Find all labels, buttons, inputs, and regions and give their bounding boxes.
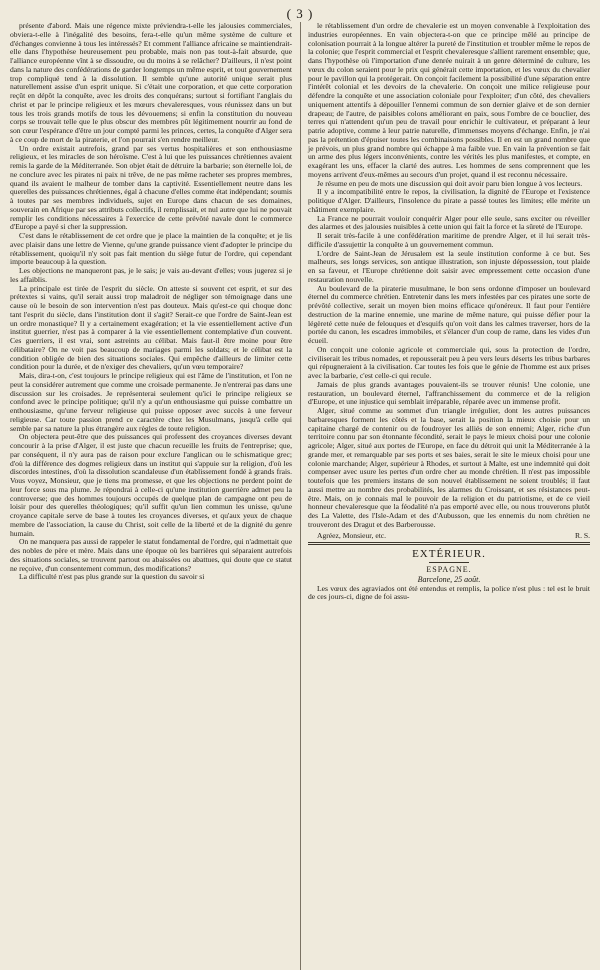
dateline: Barcelone, 25 août.: [417, 574, 481, 584]
news-paragraph: Les vœux des agraviados ont été entendus et remplis, la police n'est plus : tel est le bruit de ces jours-ci, digne de foi assu-: [308, 583, 590, 602]
left-paragraph-4: Les objections ne manqueront pas, je le sais; je vais au-devant d'elles; vous jugerez si je les affaiblis.: [10, 266, 292, 284]
right-paragraph-4: La France ne pourrait vouloir conquérir Alger pour elle seule, sans exciter ou réveiller des alarmes et des jalousies nuisibles à cette union qui fait la force et la sûreté de l'Europe.: [308, 213, 590, 232]
left-paragraph-8: On ne manquera pas aussi de rappeler le statut fondamental de l'ordre, qui n'admettait que des nobles de père et mère. Mais dans une époque où les barrières qui séparaient autrefois des situations sociales, se trouvent partout ou abaissées ou abattues, qui doute que ce statut ne reçoive, d'un consentement commun, des modifications?: [10, 537, 292, 573]
left-paragraph-5: La principale est tirée de l'esprit du siècle. On atteste si souvent cet esprit, et sur des prétextes si vains, qu'il serait aussi trop maladroit de négliger son témoignage dans une cause où le besoin de son intervention n'est pas douteux. Mais qu'est-ce qui choque donc tant l'esprit du siècle, dans l'institution dont il s'agit? Serait-ce que l'ordre de Saint-Jean est un ordre monastique? Il y a certainement exagération; et la vie essentiellement active d'un institut guerrier, n'est pas à comparer à la vie essentiellement contemplative d'un couvent. Ces guerriers, il est vrai, sont astreints au célibat. Mais faut-il être moine pour être célibataire? On ne voit pas beaucoup de mariages parmi les soldats; et le célibat est la condition obligée de bien des situations sociales. Qui empêche d'ailleurs de limiter cette condition pour la durée, et de n'exiger des chevaliers, qu'un vœu temporaire?: [10, 283, 292, 372]
left-paragraph-3: C'est dans le rétablissement de cet ordre que je place la maintien de la conquête; et je lis avec plaisir dans une lettre de Vienne, qu'une grande puissance vient d'adopter le principe du rétablissement, quoiqu'il n'y soit pas fait mention du siège futur de l'ordre, qui cependant importe beaucoup à la question.: [10, 231, 292, 267]
title-underline: [429, 562, 469, 563]
right-paragraph-6: L'ordre de Saint-Jean de Jérusalem est la seule institution conforme à ce but. Ses malheurs, ses longs services, son antique illustration, son injuste dépossession, tout plaide en sa faveur, et l'Europe chrétienne doit saisir avec empressement cette occasion d'une restauration nouvelle.: [308, 248, 590, 284]
signature-closing: Agréez, Monsieur, etc.: [317, 530, 387, 540]
right-paragraph-9: Jamais de plus grands avantages pouvaient-ils se trouver réunis! Une colonie, une restauration, un boulevard éternel, l'affranchissement du commerce et de la religion d'Europe, et une injustice qui semblait irréparable, réparée avec un immense profit.: [308, 379, 590, 407]
right-paragraph-7: Au boulevard de la piraterie musulmane, le bon sens ordonne d'imposer un boulevard éternel du commerce chrétien. Entretenir dans les mers infestées par ces pirates une sorte de prévôté collective, serait un moyen bien moins efficace qu'onéreux. Il faut pour l'entière destruction de la marine ennemie, une marine de même nature, qui puisse défier pour la légèreté cette nuée de felouques et d'esquifs qu'on voit dans les calmes traverser, hors de la portée du canon, les escadres immobiles, et s'élancer d'un coup de rame, dans les vides d'un écueil.: [308, 283, 590, 345]
left-paragraph-1: présente d'abord. Mais une régence mixte préviendra-t-elle les jalousies commerciales, obviera-t-elle à l'inégalité des besoins, fera-t-elle qu'un même système de culture et d'échanges convienne à tous les intéressés? Et comment l'alliance africaine se maintiendrait-elle dans l'hypothèse heureusement peu probable, mais non pas tout-à-fait absurde, que l'alliance européenne vînt à se dissoudre, ou du moins à se relâcher? D'ailleurs, il n'est point dans la nature des confédérations de garder longtemps un même esprit, et tout gouvernement trop compliqué tend à la dissolution. Il semble qu'une autorité unique serait plus naturellement assise d'un esprit unique. Si c'était une corporation, et que cette corporation reçût en dépôt la conquête, avec les droits des conquérans; surtout si fortifiant l'anglais du christ et par le principe religieux et les mœurs chevaleresques, vous réunissez dans un but tous les trois grands motifs de tous les dévouemens; si enfin la constitution du nouveau corps se trouvait telle que le plus obscur des membres pût légitimement nourrir au fond de son cœur l'espérance d'être un jour compté parmi les princes, certes, la conquête d'Alger sera à ce coup de mort de la piraterie, et l'on pourrait s'en rendre meilleur.: [10, 22, 292, 144]
section-title: EXTÉRIEUR.: [412, 547, 486, 560]
left-paragraph-7: On objectera peut-être que des puissances qui professent des croyances diverses devant concourir à la prise d'Alger, il est juste que chacun recueille les fruits de l'entreprise; que, par conséquent, il n'y aura pas de raison pour exclure l'anglican ou le schismatique grec; d'où la différence des dogmes religieux dans un institut qui s'appuie sur la religion, d'où les discordes intestines, d'où la dissolution scandaleuse d'un établissement fondé à grands frais. Vous voyez, Monsieur, que je tiens ma promesse, et que les objections ne perdent point de leur force sous ma plume. Je répondrai à celle-ci qu'une institution guerrière admet peu la controverse; que des hommes toujours occupés de quelque plan de campagne ont peu de loisir pour des querelles théologiques; qu'il suffit qu'un lien commun les unisse, qu'une croyance capitale serve de base à toutes les croyances diverses, et qu'aux yeux de chaque membre de l'association, la cause du Christ, soit celle de la liberté et de la dignité du genre humain.: [10, 432, 292, 538]
right-paragraph-3: Il y a incompatibilité entre le repos, la civilisation, la dignité de l'Europe et l'existence politique d'Alger. D'ailleurs, l'insolence du pirate a passé toutes les limites; elle mérite un châtiment exemplaire.: [308, 187, 590, 214]
right-paragraph-2: Je résume en peu de mots une discussion qui doit avoir paru bien longue à vos lecteurs.: [317, 178, 583, 188]
signature-initials: R. S.: [575, 530, 590, 540]
right-column: [300, 22, 590, 970]
right-paragraph-8: On conçoit une colonie agricole et commerciale qui, sous la protection de l'ordre, civiliserait les tribus nomades, et repousserait peu à peu vers leurs déserts les tribus barbares qui répugneraient à la civilisation. Car toutes les fois que le génie de l'homme est aux prises avec la barbarie, c'est celle-ci qui recule.: [308, 344, 590, 380]
right-paragraph-5: Il serait très-facile à une confédération maritime de prendre Alger, et il lui serait très-difficile d'assujettir la conquête à un gouvernement commun.: [308, 231, 590, 249]
country-heading: ESPAGNE.: [426, 564, 472, 574]
left-column: [10, 22, 292, 970]
left-paragraph-9: La difficulté n'est pas plus grande sur la question du savoir si: [19, 572, 205, 582]
left-paragraph-2: Un ordre existait autrefois, grand par ses vertus hospitalières et son enthousiasme religieux, et les miracles de son héroïsme. C'est à lui que les puissances chrétiennes avaient remis la garde de la Méditerranée. Son objet était de détruire la barbarie; son éternelle loi, de ne conclure avec les pirates ni paix ni trêve, de ne pas même racheter ses propres membres, quand ils avaient le malheur de tomber dans la captivité. Essentiellement neutre dans les querelles des puissances chrétiennes, égal à chacune d'elles comme état indépendant; soumis à toutes par ses membres individuels, sujet en Europe dans chacun de ses domaines, souverain en Afrique par ses attributs collectifs, il remplissait, et nul autre que lui ne pouvait remplir les conditions nécessaires à l'exercice de cette prévôté navale dont le commerce d'Europe a payé si cher la suppression.: [10, 143, 292, 232]
letter-signature: [308, 531, 590, 540]
right-paragraph-10: Alger, situé comme au sommet d'un triangle irrégulier, dont les autres puissances barbaresques forment les côtés et la base, serait la position la mieux choisie pour un capitaine chargé de contenir ou de foudroyer les alliés de son ennemi; Alger, riche d'un territoire connu par son étonnante fécondité, serait le pays le mieux choisi pour une colonie agricole; Alger, situé aux portes de l'Europe, en face du détroit qui unit la Méditerranée à la grande mer, et remarquable par ses ports et ses baies, serait le site le mieux choisi pour une colonie marchande; Alger, supérieur à Rhodes, et surtout à Malte, est une indemnité qui doit compenser avec usure les pertes d'un ordre cher au monde chrétien. Il n'est pas impossible toutefois que les premiers instans de son nouvel établissement ne soient troublés; il faut aussi mettre au nombre des probabilités, les alarmes du Croissant, et ses résistances peut-être. Mais, on je connais mal le pouvoir de la religion et du patriotisme, et de ce vieil honneur chevaleresque que la féodalité n'a pas emporté avec elle, ou nous trouverons plutôt des La Valette, des l'Isle-Adam et des d'Aubusson, que les ennemis du nom chrétien ne trouveront des Dragut et des Barberousse.: [308, 406, 590, 529]
right-paragraph-1: le rétablissement d'un ordre de chevalerie est un moyen convenable à l'exploitation des industries européennes. En vain objectera-t-on que ce principe mêlé au principe de colonisation pourrait à la longue altérer la pureté de l'institution et troubler même le repos de la colonie; que l'esprit commercial et l'esprit chevaleresque s'allient rarement ensemble; que, dans l'hypothèse où l'importation d'une denrée nuirait à un genre déterminé de culture, les vœux du colon seraient pour le prix qui générait cette importation, et les vœux du chevalier pour le pavillon qui la protégerait. On conçoit facilement la possibilité d'une séparation entre l'intérêt colonial et les devoirs de la chevalerie. On conçoit une milice religieuse pour défendre la conquête et une association coloniale pour l'exploiter; d'un côté, des chevaliers uniquement attentifs à dépouiller l'ennemi commun de son dernier glaive et de son dernier drapeau; de l'autre, de paisibles colons améliorant en paix, sous l'ombre de ce bouclier, des terres qui n'attendent qu'un peu de travail pour enrichir le cultivateur, et préparant à leur patrie adoptive, comme à leur patrie naturelle, d'immenses moyens d'échange. Enfin, je n'ai pas la prétention d'épuiser toutes les combinaisons possibles. Il en est un grand nombre que je prévois, un plus grand nombre qui échappe à ma faible vue. En vain la prévention se fait un arme des plus légers inconvénients, contre les vérités les plus manifestes, et compte, en exagérant les uns, effacer la clarté des autres. Les hommes de sens comprennent que les moyens arrivent d'eux-mêmes au secours d'un projet, quand il est reconnu nécessaire.: [308, 22, 590, 179]
left-paragraph-6: Mais, dira-t-on, c'est toujours le principe religieux qui est l'âme de l'institution, et l'on ne peut la considérer autrement que comme une croisade permanente. Je n'entrerai pas dans une discussion sur les croisades. Je représenterai seulement qu'ici le principe religieux se confond avec le principe politique; qu'il n'y a qu'un enthousiasme qui puisse combattre un enthousiasme, qu'une ferveur religieuse qui puisse opposer avec succès à une ferveur religieuse. Car toute passion prend ce caractère chez les Musulmans, jusqu'à celle qui semble par sa nature la plus étrangère aux règles de toute religion.: [10, 371, 292, 433]
columns: [10, 22, 590, 970]
section-divider: [308, 542, 590, 545]
page-number: ( 3 ): [286, 6, 314, 21]
